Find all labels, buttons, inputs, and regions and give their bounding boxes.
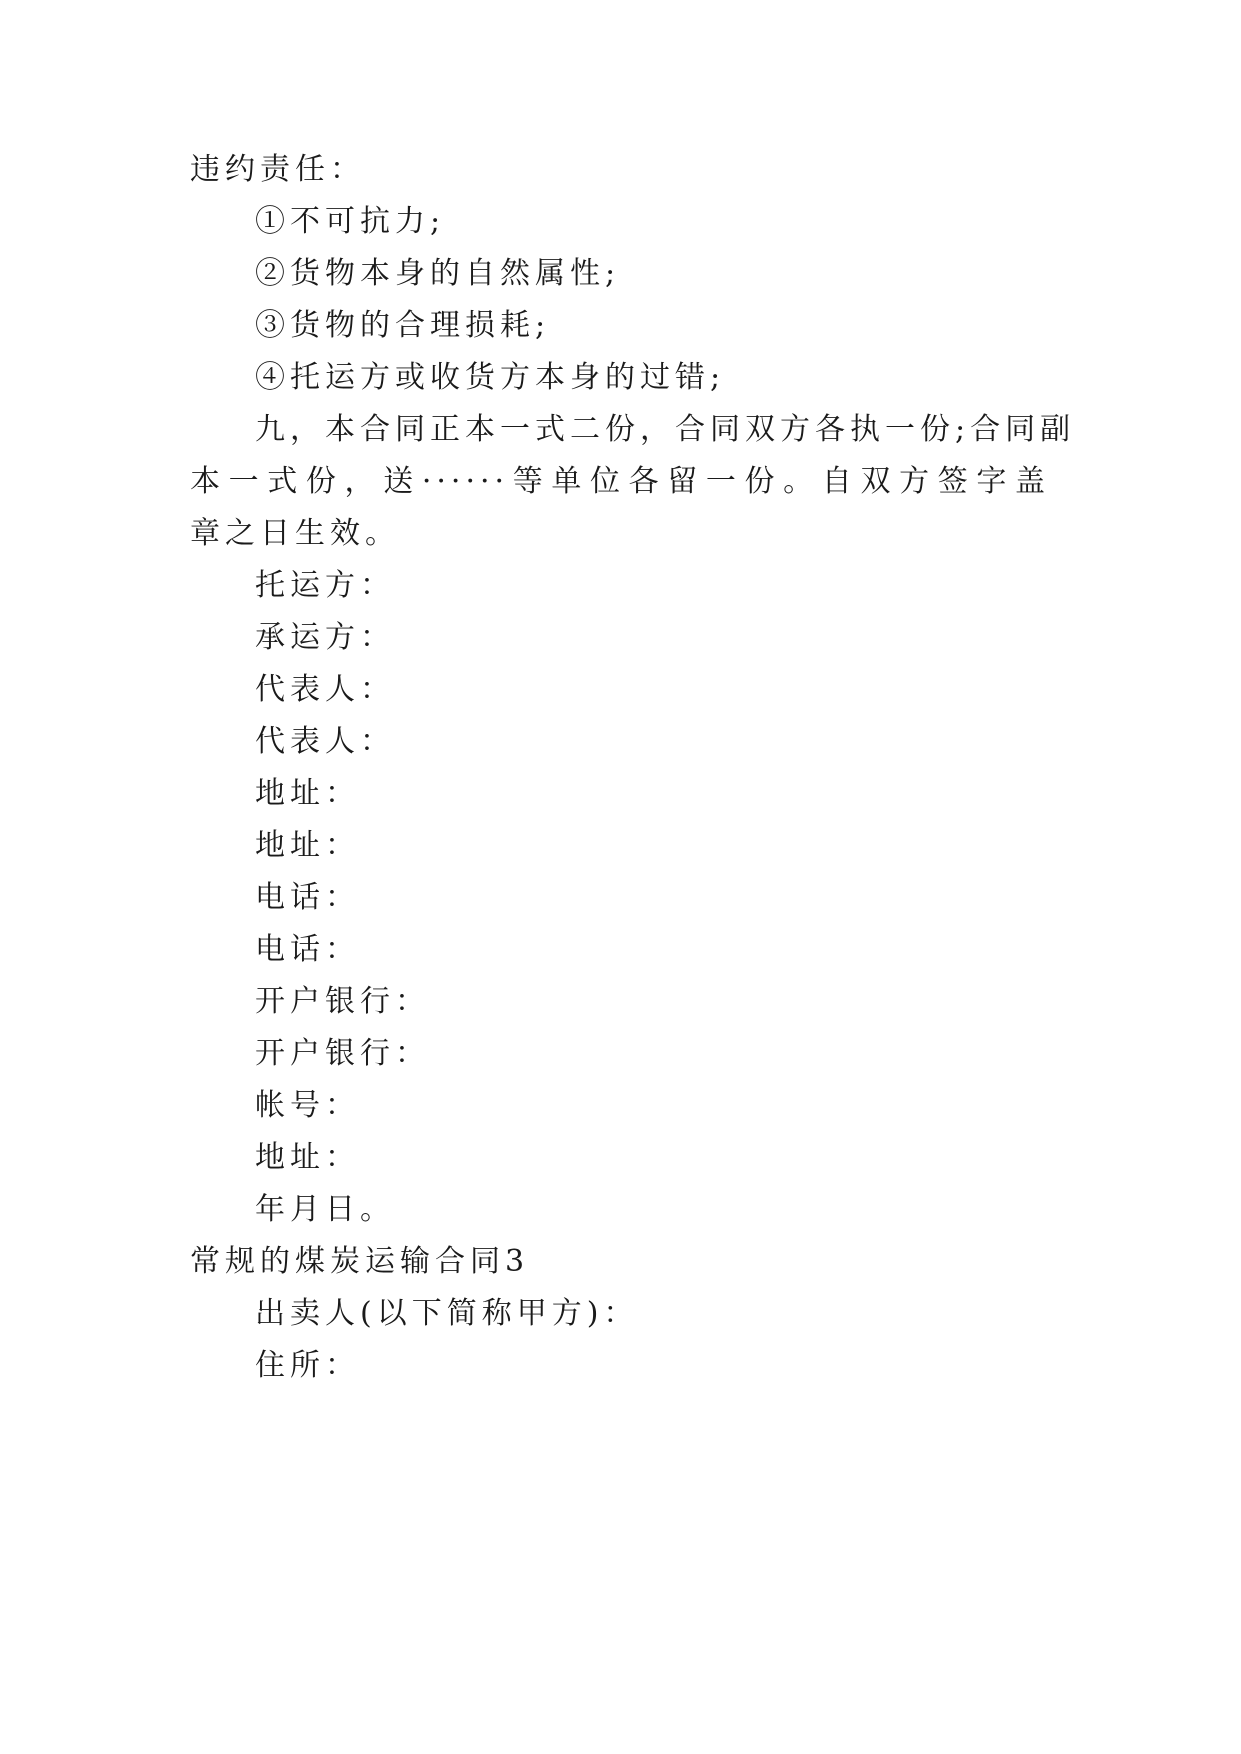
date-line: 年月日。 [255, 1192, 395, 1227]
section-title: 常规的煤炭运输合同3 [190, 1244, 530, 1279]
signature-field-label: 开户银行： [255, 984, 430, 1019]
signature-field-label: 电话： [255, 932, 360, 967]
signature-field-label: 地址： [255, 776, 360, 811]
clause-nine-line-2: 本一式份，送······等单位各留一份。自双方签字盖 [190, 464, 1050, 499]
signature-field-label: 承运方： [255, 620, 395, 655]
section-heading-breach-liability: 违约责任： [190, 152, 365, 187]
list-item: ③货物的合理损耗; [255, 308, 551, 343]
signature-field-label: 地址： [255, 1140, 360, 1175]
address-field-label: 住所： [255, 1348, 360, 1383]
seller-field-label: 出卖人(以下简称甲方)： [255, 1296, 639, 1331]
signature-field-label: 托运方： [255, 568, 395, 603]
signature-field-label: 地址： [255, 828, 360, 863]
signature-field-label: 开户银行： [255, 1036, 430, 1071]
signature-field-label: 代表人： [255, 724, 395, 759]
clause-nine-line-3: 章之日生效。 [190, 516, 400, 551]
clause-nine-line-1: 九，本合同正本一式二份，合同双方各执一份;合同副 [255, 412, 1076, 447]
signature-field-label: 电话： [255, 880, 360, 915]
signature-field-label: 代表人： [255, 672, 395, 707]
list-item: ②货物本身的自然属性; [255, 256, 621, 291]
signature-field-label: 帐号： [255, 1088, 360, 1123]
list-item: ④托运方或收货方本身的过错; [255, 360, 726, 395]
list-item: ①不可抗力; [255, 204, 446, 239]
